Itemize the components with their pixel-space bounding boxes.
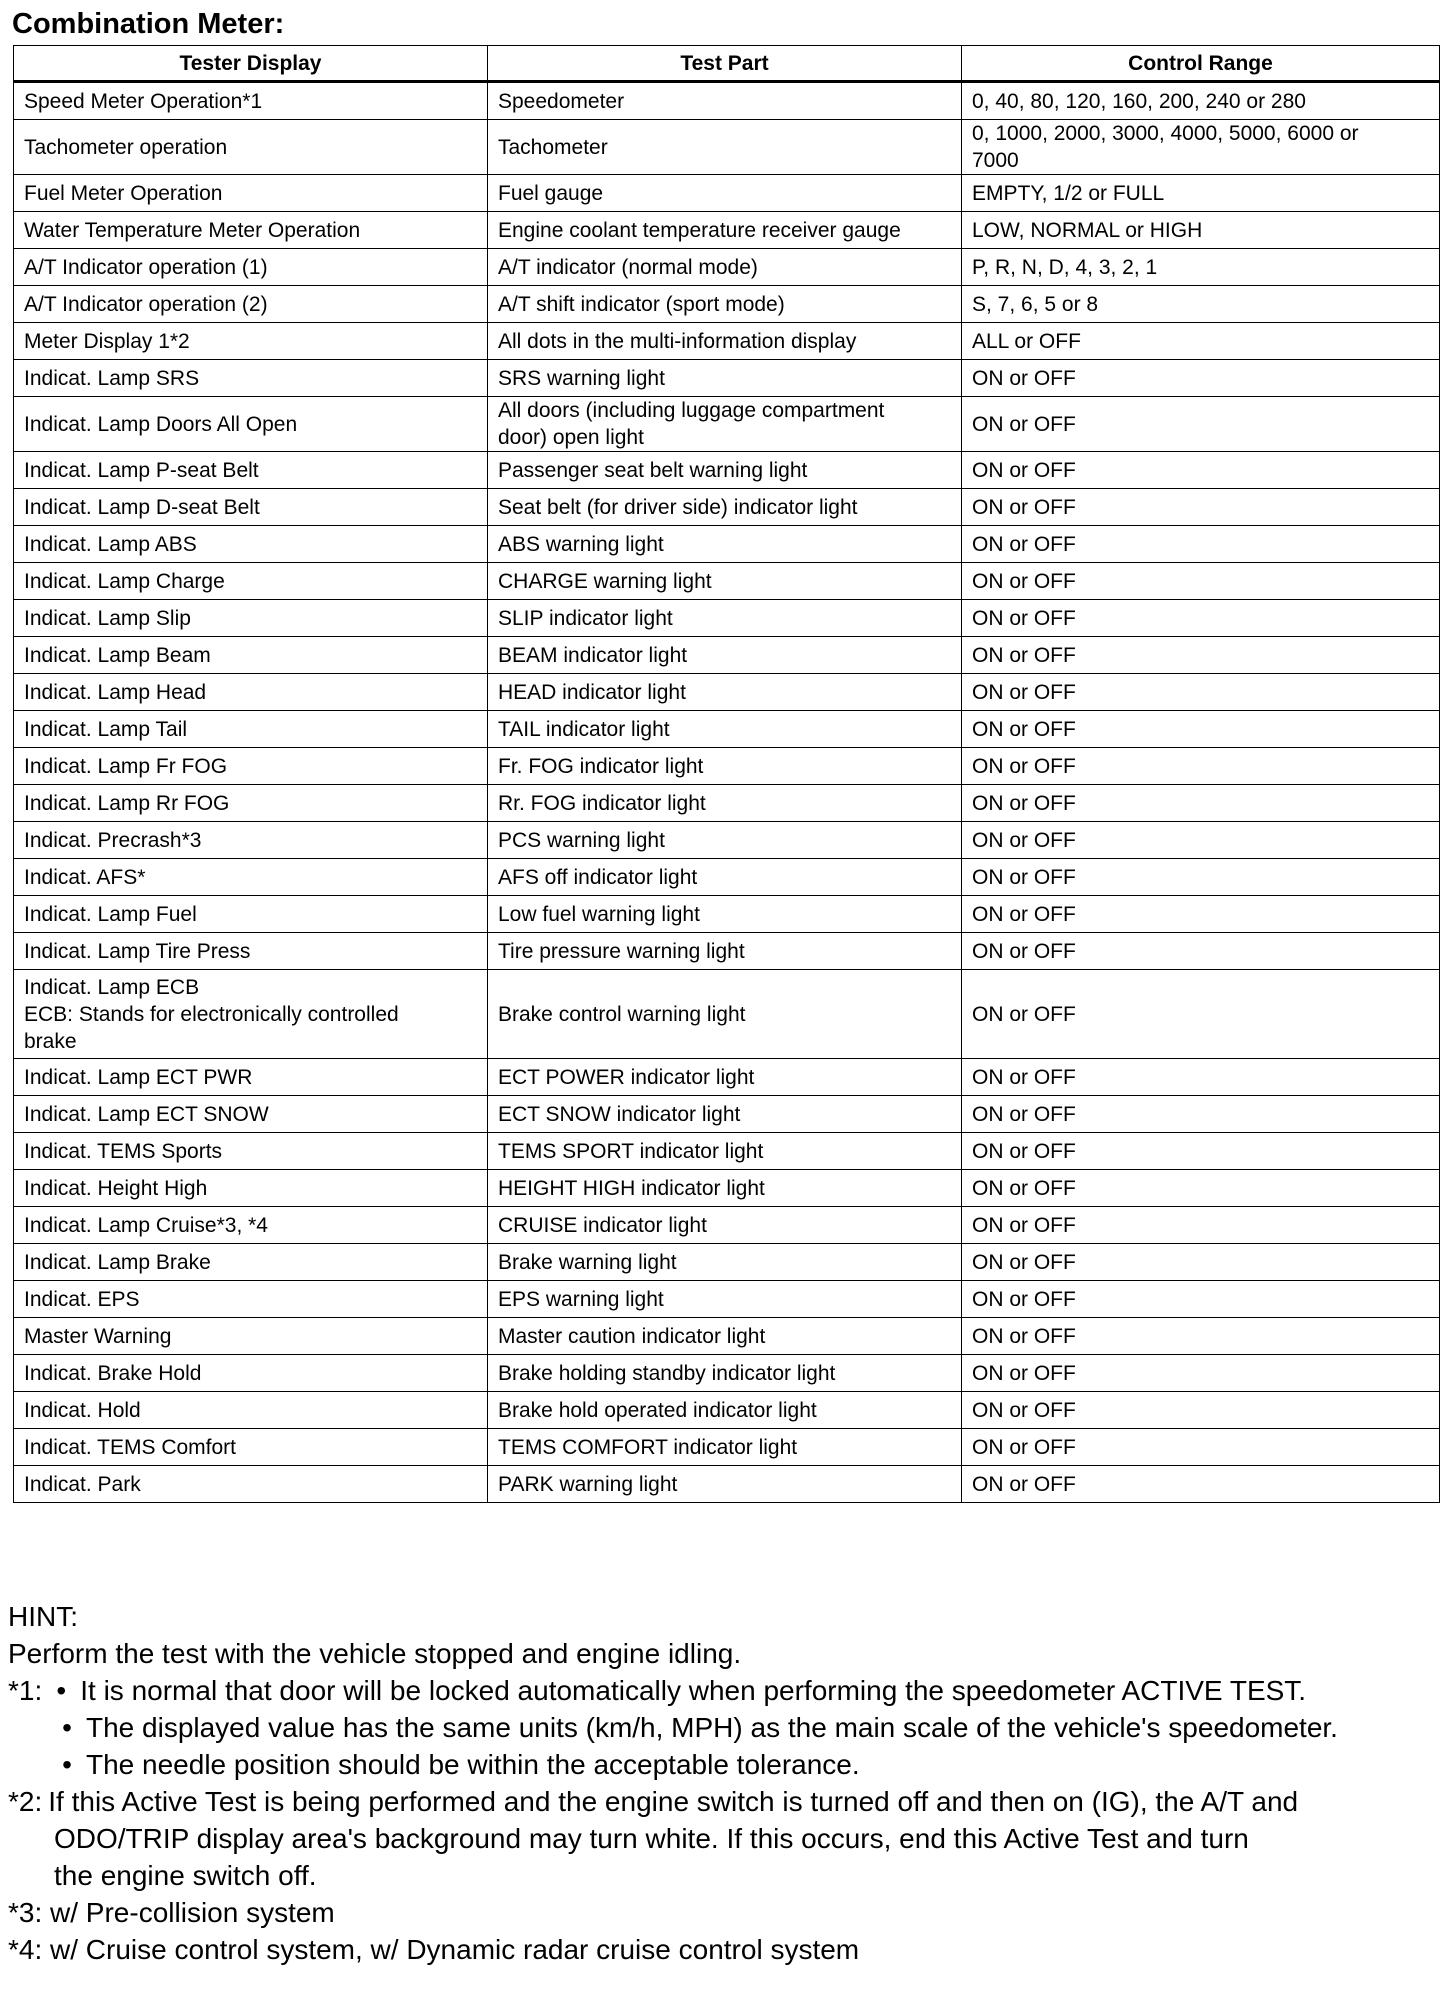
table-row	[14, 896, 1440, 933]
cell-text: Fuel Meter Operation	[24, 181, 223, 205]
table-row	[14, 1392, 1440, 1429]
control-range-cell	[962, 1392, 1440, 1429]
tester-display-cell	[14, 452, 488, 489]
tester-display-cell	[14, 1133, 488, 1170]
tester-display-cell	[14, 970, 488, 1059]
footnote-4: *4: w/ Cruise control system, w/ Dynamic radar cruise control system	[8, 1934, 860, 1965]
table-row	[14, 212, 1440, 249]
cell-text: All doors (including luggage compartment	[498, 399, 885, 422]
cell-text: ON or OFF	[972, 791, 1076, 815]
table-row	[14, 1244, 1440, 1281]
combination-meter-table	[13, 45, 1440, 1503]
cell-text: Indicat. Lamp Slip	[24, 606, 191, 630]
cell-text: Brake hold operated indicator light	[498, 1398, 817, 1422]
test-part-cell	[488, 1244, 962, 1281]
test-part-cell	[488, 563, 962, 600]
cell-text: A/T Indicator operation (1)	[24, 255, 268, 279]
test-part-cell	[488, 323, 962, 360]
cell-text: Meter Display 1*2	[24, 329, 190, 353]
tester-display-cell	[14, 1207, 488, 1244]
test-part-cell	[488, 896, 962, 933]
cell-text: EPS warning light	[498, 1287, 664, 1311]
cell-text: P, R, N, D, 4, 3, 2, 1	[972, 255, 1158, 279]
tester-display-cell	[14, 1429, 488, 1466]
tester-display-cell	[14, 785, 488, 822]
header-test-part: Test Part	[488, 46, 962, 82]
cell-text: TEMS SPORT indicator light	[498, 1139, 764, 1163]
cell-text: Indicat. Brake Hold	[24, 1361, 202, 1385]
tester-display-cell	[14, 859, 488, 896]
test-part-cell	[488, 452, 962, 489]
table-row	[14, 1355, 1440, 1392]
test-part-cell	[488, 1059, 962, 1096]
test-part-cell	[488, 822, 962, 859]
footnote-3: *3: w/ Pre-collision system	[8, 1897, 335, 1928]
table-row	[14, 785, 1440, 822]
cell-text: Brake warning light	[498, 1250, 677, 1274]
table-row	[14, 859, 1440, 896]
cell-text: Engine coolant temperature receiver gauge	[498, 218, 901, 242]
tester-display-cell	[14, 933, 488, 970]
table-header-row	[14, 46, 1440, 82]
footnote-1-bullet-3: The needle position should be within the acceptable tolerance.	[86, 1749, 860, 1780]
cell-text: PARK warning light	[498, 1472, 678, 1496]
cell-text: 7000	[972, 149, 1019, 172]
control-range-cell	[962, 933, 1440, 970]
tester-display-cell	[14, 563, 488, 600]
table-row	[14, 286, 1440, 323]
cell-text: ECB: Stands for electronically controlled	[24, 1002, 399, 1026]
table-row	[14, 711, 1440, 748]
tester-display-cell	[14, 82, 488, 120]
page-title: Combination Meter:	[12, 8, 285, 40]
control-range-cell	[962, 175, 1440, 212]
cell-text: ON or OFF	[972, 1472, 1076, 1496]
cell-text: SRS warning light	[498, 366, 665, 390]
cell-text: TAIL indicator light	[498, 717, 670, 741]
tester-display-cell	[14, 489, 488, 526]
control-range-cell	[962, 120, 1440, 175]
bullet-icon: •	[62, 1749, 72, 1780]
cell-text: ON or OFF	[972, 865, 1076, 889]
cell-text: ON or OFF	[972, 532, 1076, 556]
cell-text: Fr. FOG indicator light	[498, 754, 704, 778]
tester-display-cell	[14, 526, 488, 563]
test-part-cell	[488, 970, 962, 1059]
cell-text: ON or OFF	[972, 569, 1076, 593]
cell-text: S, 7, 6, 5 or 8	[972, 292, 1099, 316]
tester-display-cell	[14, 212, 488, 249]
cell-text: Indicat. EPS	[24, 1287, 140, 1311]
cell-text: Indicat. Lamp Fr FOG	[24, 754, 228, 778]
test-part-cell	[488, 859, 962, 896]
tester-display-cell	[14, 1096, 488, 1133]
cell-text: ON or OFF	[972, 1398, 1076, 1422]
cell-text: Indicat. TEMS Comfort	[24, 1435, 237, 1459]
cell-text: Indicat. AFS*	[24, 865, 146, 889]
test-part-cell	[488, 526, 962, 563]
footnote-1-continued	[8, 1746, 1448, 1783]
cell-text: ON or OFF	[972, 366, 1076, 390]
hint-text: Perform the test with the vehicle stopped and engine idling.	[8, 1638, 742, 1669]
control-range-cell	[962, 896, 1440, 933]
control-range-cell	[962, 970, 1440, 1059]
test-part-cell	[488, 120, 962, 175]
control-range-cell	[962, 1244, 1440, 1281]
control-range-cell	[962, 212, 1440, 249]
control-range-cell	[962, 526, 1440, 563]
notes-section	[8, 1598, 1448, 1968]
table-row	[14, 175, 1440, 212]
cell-text: Indicat. Lamp ECT SNOW	[24, 1102, 269, 1126]
table-row	[14, 748, 1440, 785]
cell-text: A/T shift indicator (sport mode)	[498, 292, 785, 316]
test-part-cell	[488, 397, 962, 452]
test-part-cell	[488, 600, 962, 637]
table-row	[14, 1207, 1440, 1244]
cell-text: Indicat. Lamp Brake	[24, 1250, 211, 1274]
control-range-cell	[962, 82, 1440, 120]
control-range-cell	[962, 286, 1440, 323]
cell-text: PCS warning light	[498, 828, 665, 852]
control-range-cell	[962, 1355, 1440, 1392]
tester-display-cell	[14, 286, 488, 323]
tester-display-cell	[14, 397, 488, 452]
tester-display-cell	[14, 323, 488, 360]
cell-text: ON or OFF	[972, 412, 1076, 436]
cell-text: ON or OFF	[972, 606, 1076, 630]
cell-text: Indicat. Lamp Charge	[24, 569, 225, 593]
cell-text: A/T indicator (normal mode)	[498, 255, 758, 279]
control-range-cell	[962, 397, 1440, 452]
control-range-cell	[962, 1133, 1440, 1170]
tester-display-cell	[14, 1355, 488, 1392]
cell-text: A/T Indicator operation (2)	[24, 292, 268, 316]
cell-text: ALL or OFF	[972, 329, 1081, 353]
cell-text: ON or OFF	[972, 1102, 1076, 1126]
cell-text: ON or OFF	[972, 680, 1076, 704]
cell-text: Indicat. Lamp ECB	[24, 975, 200, 999]
control-range-cell	[962, 489, 1440, 526]
table-body	[14, 82, 1440, 1503]
cell-text: HEIGHT HIGH indicator light	[498, 1176, 765, 1200]
table-row	[14, 82, 1440, 120]
cell-text: BEAM indicator light	[498, 643, 688, 667]
cell-text: TEMS COMFORT indicator light	[498, 1435, 798, 1459]
tester-display-cell	[14, 249, 488, 286]
footnote-1-continued	[8, 1709, 1448, 1746]
table-row	[14, 1429, 1440, 1466]
cell-text: Indicat. Lamp P-seat Belt	[24, 458, 259, 482]
test-part-cell	[488, 175, 962, 212]
control-range-cell	[962, 249, 1440, 286]
cell-text: ON or OFF	[972, 1139, 1076, 1163]
cell-text: ON or OFF	[972, 1002, 1076, 1026]
test-part-cell	[488, 674, 962, 711]
tester-display-cell	[14, 1318, 488, 1355]
footnote-2-line-1: If this Active Test is being performed and the engine switch is turned off and then on (IG), the A/T and	[48, 1786, 1299, 1817]
control-range-cell	[962, 1207, 1440, 1244]
table-row	[14, 1466, 1440, 1503]
cell-text: Indicat. Park	[24, 1472, 141, 1496]
cell-text: AFS off indicator light	[498, 865, 698, 889]
control-range-cell	[962, 1170, 1440, 1207]
cell-text: Indicat. Lamp Cruise*3, *4	[24, 1213, 268, 1237]
cell-text: ON or OFF	[972, 1361, 1076, 1385]
table-row	[14, 674, 1440, 711]
test-part-cell	[488, 1429, 962, 1466]
control-range-cell	[962, 748, 1440, 785]
table-row	[14, 452, 1440, 489]
cell-text: Indicat. Lamp Doors All Open	[24, 412, 298, 436]
cell-text: LOW, NORMAL or HIGH	[972, 218, 1203, 242]
table-row	[14, 822, 1440, 859]
cell-text: Brake holding standby indicator light	[498, 1361, 836, 1385]
cell-text: ON or OFF	[972, 495, 1076, 519]
test-part-cell	[488, 1133, 962, 1170]
test-part-cell	[488, 1096, 962, 1133]
test-part-cell	[488, 1170, 962, 1207]
control-range-cell	[962, 711, 1440, 748]
test-part-cell	[488, 360, 962, 397]
tester-display-cell	[14, 360, 488, 397]
header-tester-display: Tester Display	[14, 46, 488, 82]
footnote-2-key: *2:	[8, 1786, 43, 1817]
cell-text: Indicat. Lamp Fuel	[24, 902, 197, 926]
footnote-1	[8, 1672, 1448, 1709]
cell-text: Master Warning	[24, 1324, 172, 1348]
cell-text: Indicat. TEMS Sports	[24, 1139, 223, 1163]
cell-text: ON or OFF	[972, 458, 1076, 482]
cell-text: ON or OFF	[972, 1213, 1076, 1237]
table-row	[14, 526, 1440, 563]
table-row	[14, 360, 1440, 397]
cell-text: Indicat. Lamp Beam	[24, 643, 211, 667]
cell-text: Indicat. Precrash*3	[24, 828, 202, 852]
table-row	[14, 1318, 1440, 1355]
control-range-cell	[962, 600, 1440, 637]
cell-text: Tachometer operation	[24, 135, 228, 159]
table-row	[14, 489, 1440, 526]
tester-display-cell	[14, 1059, 488, 1096]
cell-text: Speedometer	[498, 89, 625, 113]
tester-display-cell	[14, 1281, 488, 1318]
cell-text: ON or OFF	[972, 1435, 1076, 1459]
control-range-cell	[962, 1281, 1440, 1318]
table-row	[14, 1059, 1440, 1096]
table-row	[14, 600, 1440, 637]
tester-display-cell	[14, 748, 488, 785]
test-part-cell	[488, 1281, 962, 1318]
cell-text: ABS warning light	[498, 532, 664, 556]
table-row	[14, 933, 1440, 970]
cell-text: ON or OFF	[972, 1250, 1076, 1274]
cell-text: Tire pressure warning light	[498, 939, 745, 963]
cell-text: Seat belt (for driver side) indicator light	[498, 495, 858, 519]
tester-display-cell	[14, 1244, 488, 1281]
cell-text: Passenger seat belt warning light	[498, 458, 808, 482]
footnote-2-line-2: ODO/TRIP display area's background may turn white. If this occurs, end this Active Test and turn	[54, 1823, 1249, 1854]
cell-text: Indicat. Lamp D-seat Belt	[24, 495, 260, 519]
tester-display-cell	[14, 1170, 488, 1207]
cell-text: Tachometer	[498, 135, 608, 159]
test-part-cell	[488, 1318, 962, 1355]
cell-text: Indicat. Lamp SRS	[24, 366, 200, 390]
cell-text: ON or OFF	[972, 717, 1076, 741]
tester-display-cell	[14, 120, 488, 175]
cell-text: 0, 1000, 2000, 3000, 4000, 5000, 6000 or	[972, 122, 1359, 145]
cell-text: CRUISE indicator light	[498, 1213, 707, 1237]
cell-text: Brake control warning light	[498, 1002, 746, 1026]
cell-text: Fuel gauge	[498, 181, 604, 205]
cell-text: Master caution indicator light	[498, 1324, 766, 1348]
cell-text: Indicat. Lamp Rr FOG	[24, 791, 230, 815]
cell-text: SLIP indicator light	[498, 606, 673, 630]
cell-text: Speed Meter Operation*1	[24, 89, 263, 113]
cell-text: ON or OFF	[972, 1287, 1076, 1311]
cell-text: ON or OFF	[972, 1176, 1076, 1200]
control-range-cell	[962, 785, 1440, 822]
control-range-cell	[962, 323, 1440, 360]
cell-text: Rr. FOG indicator light	[498, 791, 706, 815]
hint-label: HINT:	[8, 1601, 78, 1632]
control-range-cell	[962, 859, 1440, 896]
table-row	[14, 970, 1440, 1059]
table-row	[14, 1096, 1440, 1133]
table-row	[14, 563, 1440, 600]
table-row	[14, 1133, 1440, 1170]
test-part-cell	[488, 1466, 962, 1503]
cell-text: ON or OFF	[972, 939, 1076, 963]
cell-text: Indicat. Lamp Head	[24, 680, 207, 704]
control-range-cell	[962, 1096, 1440, 1133]
cell-text: Low fuel warning light	[498, 902, 700, 926]
test-part-cell	[488, 1392, 962, 1429]
cell-text: ON or OFF	[972, 1324, 1076, 1348]
cell-text: All dots in the multi-information display	[498, 329, 857, 353]
cell-text: 0, 40, 80, 120, 160, 200, 240 or 280	[972, 89, 1306, 113]
tester-display-cell	[14, 175, 488, 212]
cell-text: ON or OFF	[972, 754, 1076, 778]
test-part-cell	[488, 933, 962, 970]
test-part-cell	[488, 1355, 962, 1392]
bullet-icon: •	[62, 1712, 72, 1743]
cell-text: Water Temperature Meter Operation	[24, 218, 361, 242]
control-range-cell	[962, 1059, 1440, 1096]
table-row	[14, 1170, 1440, 1207]
cell-text: Indicat. Lamp ECT PWR	[24, 1065, 253, 1089]
cell-text: ON or OFF	[972, 902, 1076, 926]
control-range-cell	[962, 822, 1440, 859]
table-row	[14, 249, 1440, 286]
test-part-cell	[488, 489, 962, 526]
test-part-cell	[488, 212, 962, 249]
footnote-2-line-3: the engine switch off.	[54, 1860, 317, 1891]
footnote-1-bullet-1: It is normal that door will be locked automatically when performing the speedometer ACTIVE TEST.	[80, 1675, 1307, 1706]
cell-text: Indicat. Lamp Tire Press	[24, 939, 251, 963]
cell-text: ECT POWER indicator light	[498, 1065, 755, 1089]
tester-display-cell	[14, 600, 488, 637]
control-range-cell	[962, 563, 1440, 600]
cell-text: EMPTY, 1/2 or FULL	[972, 181, 1165, 205]
test-part-cell	[488, 637, 962, 674]
table-row	[14, 1281, 1440, 1318]
cell-text: ON or OFF	[972, 643, 1076, 667]
cell-text: Indicat. Height High	[24, 1176, 208, 1200]
tester-display-cell	[14, 822, 488, 859]
control-range-cell	[962, 1318, 1440, 1355]
test-part-cell	[488, 286, 962, 323]
test-part-cell	[488, 82, 962, 120]
cell-text: Indicat. Lamp ABS	[24, 532, 197, 556]
cell-text: Indicat. Hold	[24, 1398, 141, 1422]
control-range-cell	[962, 674, 1440, 711]
table-row	[14, 637, 1440, 674]
cell-text: door) open light	[498, 426, 644, 449]
cell-text: ON or OFF	[972, 828, 1076, 852]
footnote-1-key: *1:	[8, 1675, 43, 1706]
tester-display-cell	[14, 1466, 488, 1503]
control-range-cell	[962, 637, 1440, 674]
tester-display-cell	[14, 674, 488, 711]
test-part-cell	[488, 1207, 962, 1244]
table-row	[14, 397, 1440, 452]
footnote-1-bullet-2: The displayed value has the same units (km/h, MPH) as the main scale of the vehicle's speedometer.	[86, 1712, 1338, 1743]
table-row	[14, 323, 1440, 360]
test-part-cell	[488, 249, 962, 286]
header-control-range: Control Range	[962, 46, 1440, 82]
tester-display-cell	[14, 896, 488, 933]
bullet-icon: •	[56, 1675, 67, 1706]
table-row	[14, 120, 1440, 175]
cell-text: HEAD indicator light	[498, 680, 686, 704]
cell-text: CHARGE warning light	[498, 569, 712, 593]
cell-text: Indicat. Lamp Tail	[24, 717, 188, 741]
tester-display-cell	[14, 711, 488, 748]
control-range-cell	[962, 360, 1440, 397]
test-part-cell	[488, 785, 962, 822]
test-part-cell	[488, 711, 962, 748]
cell-text: ECT SNOW indicator light	[498, 1102, 741, 1126]
cell-text: brake	[24, 1029, 77, 1053]
tester-display-cell	[14, 637, 488, 674]
test-part-cell	[488, 748, 962, 785]
control-range-cell	[962, 452, 1440, 489]
control-range-cell	[962, 1466, 1440, 1503]
control-range-cell	[962, 1429, 1440, 1466]
tester-display-cell	[14, 1392, 488, 1429]
cell-text: ON or OFF	[972, 1065, 1076, 1089]
footnote-2	[8, 1783, 1448, 1820]
